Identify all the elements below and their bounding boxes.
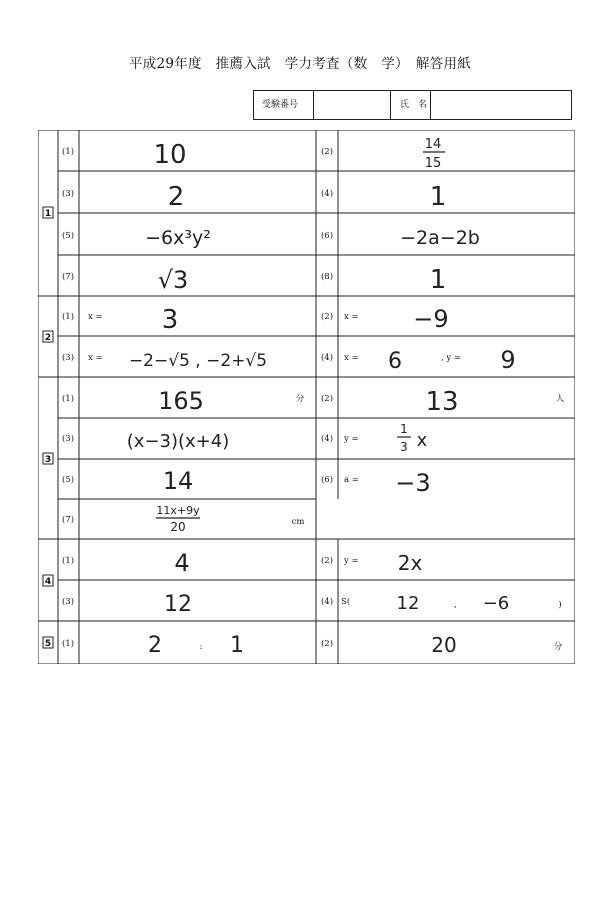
handwritten-answer-tail: x [416,430,428,451]
answer-unit: 分 [553,642,563,652]
handwritten-answer: √3 [157,266,189,294]
handwritten-answer: 12 [164,592,192,617]
section-label: 2 [44,333,52,343]
handwritten-answer: 20 [431,633,457,657]
handwritten-answer: −6x³y² [145,227,211,249]
handwritten-answer: 6 [388,349,402,374]
question-number: (7) [61,515,75,525]
answer-prefix: y = [344,556,359,566]
handwritten-answer: −9 [413,305,449,333]
section-2-answers [62,305,516,374]
handwritten-answer: (x−3)(x+4) [126,431,230,452]
question-number: (2) [320,147,334,157]
section-5-answers [62,633,563,658]
handwritten-answer: 13 [425,387,459,417]
question-number: (3) [61,597,75,607]
handwritten-answer: 9 [500,346,516,374]
handwritten-answer: −2−√5 , −2+√5 [128,351,268,371]
section-label: 5 [44,639,52,649]
handwritten-answer: 2x [397,551,423,575]
answer-prefix: S( [341,597,351,607]
handwritten-answer: 1 [429,182,447,212]
handwritten-answer: 2 [167,182,185,212]
answer-separator: , y = [441,353,462,363]
question-number: (2) [320,556,334,566]
name-label: 氏 名 [400,100,428,110]
handwritten-answer: 3 [161,305,179,335]
handwritten-answer: 10 [153,140,187,170]
answer-prefix: y = [344,434,359,444]
question-number: (2) [320,312,334,322]
handwritten-answer-denominator: 3 [400,440,408,454]
question-number: (3) [61,189,75,199]
name-field[interactable] [434,91,568,119]
handwritten-answer: 165 [158,387,204,415]
exam-number-field[interactable] [316,91,390,119]
question-number: (1) [61,394,75,404]
answer-prefix: a = [344,475,359,485]
section-labels [43,207,53,649]
section-4-answers [62,549,562,617]
question-number: (4) [320,353,334,363]
answer-suffix: ) [558,600,562,610]
question-number: (4) [320,597,334,607]
question-number: (6) [320,475,334,485]
answer-prefix: x = [344,353,359,363]
handwritten-answer-denominator: 15 [424,156,442,171]
handwritten-answer: −2a−2b [400,227,480,249]
question-number: (4) [320,434,334,444]
handwritten-answer: −3 [395,469,431,497]
question-number: (8) [320,272,334,282]
handwritten-answer-denominator: 20 [170,520,186,534]
question-number: (5) [61,231,75,241]
handwritten-answer: −6 [482,593,510,614]
handwritten-answer-numerator: 11x+9y [156,504,200,517]
answer-unit: 人 [555,394,565,404]
section-label: 4 [44,577,52,587]
grid-lines [38,130,575,664]
answer-unit: 分 [295,394,305,404]
identity-box [253,90,572,120]
question-number: (1) [61,312,75,322]
section-3-answers [62,387,565,534]
sheet-title: 平成29年度 推薦入試 学力考査（数 学） 解答用紙 [128,56,472,72]
question-number: (3) [61,353,75,363]
question-number: (7) [61,272,75,282]
handwritten-answer-numerator: 1 [400,422,408,436]
answer-prefix: x = [88,312,103,322]
question-number: (1) [61,639,75,649]
section-label: 1 [44,209,52,219]
question-number: (2) [320,394,334,404]
answer-grid [38,130,575,664]
question-number: (3) [61,434,75,444]
question-number: (6) [320,231,334,241]
answer-prefix: x = [88,353,103,363]
handwritten-answer: 2 [148,633,162,658]
handwritten-answer-numerator: 14 [424,137,442,152]
section-1-answers [62,137,480,295]
question-number: (1) [61,556,75,566]
answer-unit: cm [291,517,305,527]
handwritten-answer: 12 [396,593,420,614]
question-number: (1) [61,147,75,157]
handwritten-answer: 4 [174,549,190,577]
exam-number-label: 受験番号 [262,100,299,110]
question-number: (2) [320,639,334,649]
question-number: (4) [320,189,334,199]
handwritten-answer: 1 [429,265,447,295]
question-number: (5) [61,475,75,485]
answer-separator: , [454,600,457,610]
answer-prefix: x = [344,312,359,322]
handwritten-answer: 14 [162,467,194,495]
section-label: 3 [44,455,52,465]
answer-separator: : [199,642,203,652]
handwritten-answer: 1 [230,633,244,658]
